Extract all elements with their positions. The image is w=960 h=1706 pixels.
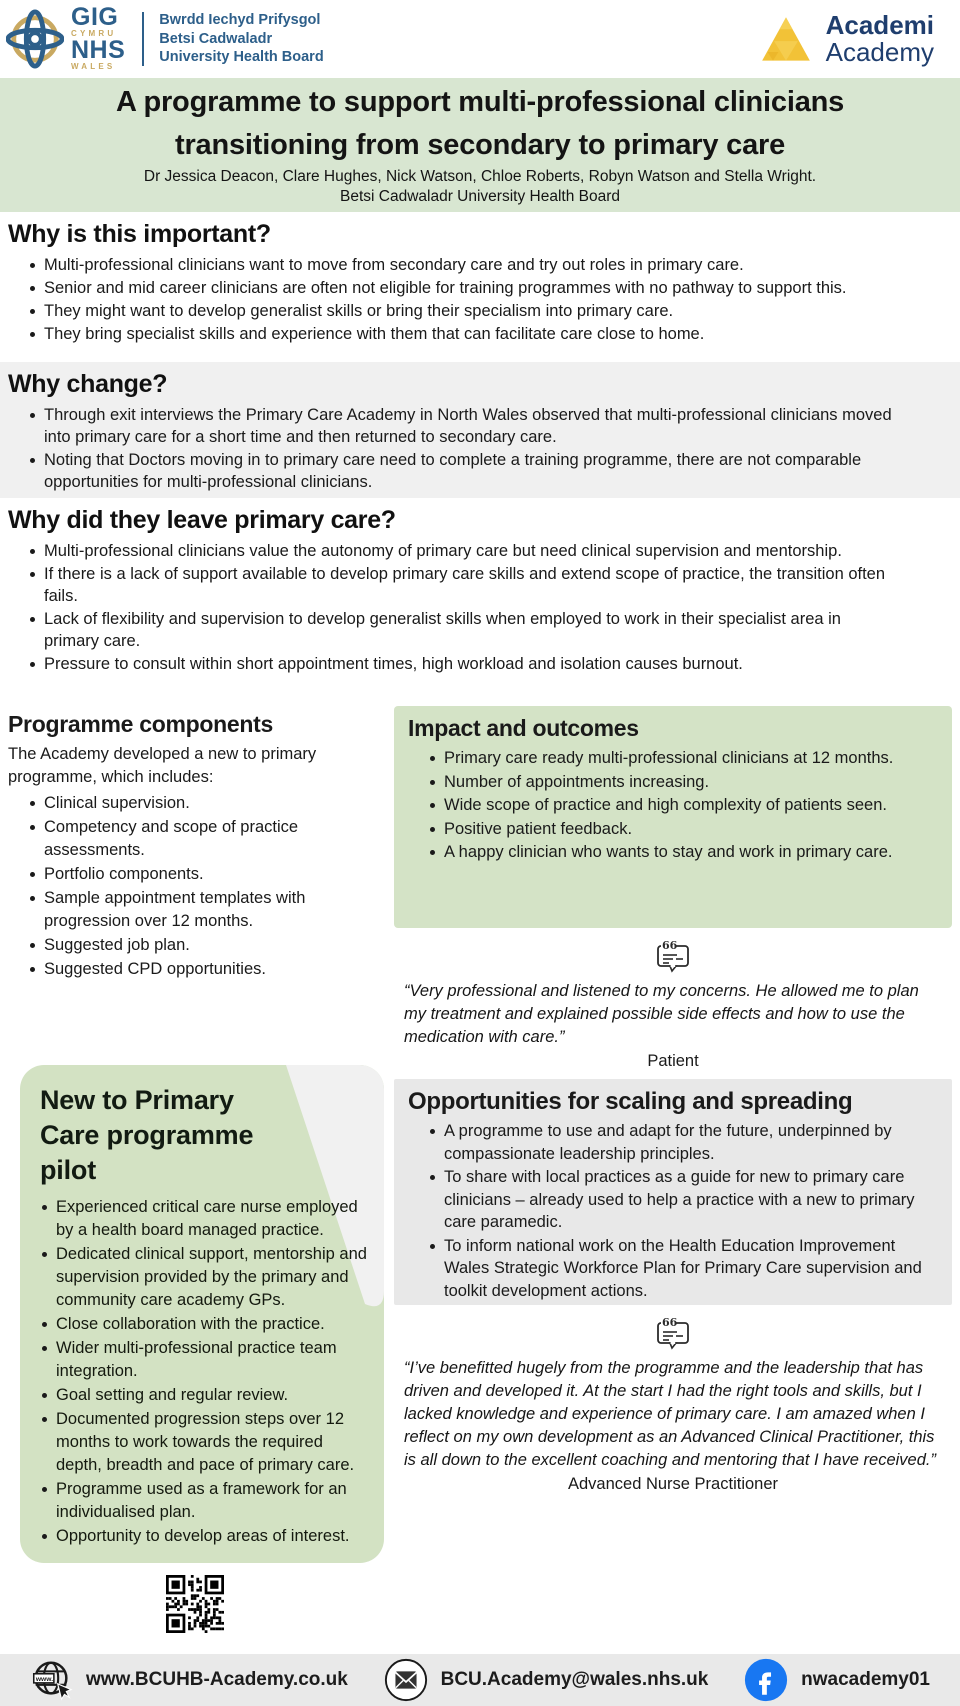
quote-text: “I’ve benefitted hugely from the programme and the leadership that has driven and developed it. At the start I had the right tools and skills, but I lacked knowledge and experience of primary care. I am amazed when I reflect on my own development as an Advanced Clinical Practitioner, this is all down to the excellent coaching and mentoring that I have received.” bbox=[404, 1359, 936, 1469]
nhs-cymru: CYMRU bbox=[71, 29, 117, 38]
section-why-important bbox=[0, 212, 960, 362]
bullet-list bbox=[408, 1120, 938, 1302]
section-heading: New to Primary Care programme pilot bbox=[40, 1085, 254, 1185]
nhs-knot-icon bbox=[6, 8, 64, 70]
quote-attribution: Patient bbox=[647, 1052, 699, 1070]
quote-block-practitioner bbox=[394, 1305, 952, 1498]
footer bbox=[0, 1654, 960, 1706]
org-line: Betsi Cadwaladr bbox=[159, 30, 273, 47]
bullet-item: Programme used as a framework for an individualised plan. bbox=[42, 1478, 370, 1524]
bullet-list bbox=[408, 747, 938, 864]
section-heading: Why is this important? bbox=[8, 220, 271, 248]
bullet-item: Multi-professional clinicians value the autonomy of primary care but need clinical supervision and mentorship. bbox=[30, 540, 900, 562]
bullet-list bbox=[8, 404, 900, 493]
nhs-wales: WALES bbox=[71, 62, 116, 71]
footer-facebook-label[interactable]: nwacademy01 bbox=[801, 1669, 930, 1690]
org-line: University Health Board bbox=[159, 49, 324, 66]
bullet-item: Through exit interviews the Primary Care Academy in North Wales observed that multi-professional clinicians moved into primary care for a short time and then returned to secondary care. bbox=[30, 404, 900, 448]
bullet-item: Competency and scope of practice assessments. bbox=[30, 816, 386, 862]
section-heading: Opportunities for scaling and spreading bbox=[408, 1088, 853, 1115]
quote-bubble-icon bbox=[651, 938, 695, 976]
right-column bbox=[392, 704, 960, 1498]
pilot-callout-box bbox=[20, 1065, 384, 1563]
bullet-item: If there is a lack of support available to develop primary care skills and extend scope of practice, the transition often fails. bbox=[30, 563, 900, 607]
academy-logo bbox=[760, 12, 934, 65]
bullet-item: Pressure to consult within short appointment times, high workload and isolation causes burnout. bbox=[30, 653, 900, 675]
bullet-item: Suggested CPD opportunities. bbox=[30, 958, 386, 981]
nhs-wordmark bbox=[71, 3, 126, 72]
section-heading: Impact and outcomes bbox=[408, 715, 639, 741]
bullet-item: Clinical supervision. bbox=[30, 792, 386, 815]
bullet-item: Multi-professional clinicians want to move from secondary care and try out roles in primary care. bbox=[30, 254, 900, 276]
org-line: Bwrdd Iechyd Prifysgol bbox=[159, 11, 321, 28]
academy-english: Academy bbox=[825, 37, 934, 67]
opportunities-box bbox=[394, 1079, 952, 1305]
bullet-item: Wide scope of practice and high complexity of patients seen. bbox=[430, 794, 938, 817]
section-why-change bbox=[0, 362, 960, 498]
svg-text:66: 66 bbox=[662, 939, 678, 952]
bullet-item: Primary care ready multi-professional clinicians at 12 months. bbox=[430, 747, 938, 770]
impact-box bbox=[394, 706, 952, 928]
authors: Dr Jessica Deacon, Clare Hughes, Nick Watson, Chloe Roberts, Robyn Watson and Stella Wright. bbox=[143, 168, 817, 185]
section-heading: Why change? bbox=[8, 370, 168, 398]
bullet-item: To inform national work on the Health Education Improvement Wales Strategic Workforce Plan for Primary Care supervision and toolkit development actions. bbox=[430, 1235, 938, 1303]
nhs-gig: GIG bbox=[71, 3, 119, 31]
qr-code[interactable] bbox=[166, 1575, 224, 1633]
section-heading: Programme components bbox=[8, 711, 273, 737]
bullet-item: A programme to use and adapt for the future, underpinned by compassionate leadership principles. bbox=[430, 1120, 938, 1165]
two-column-area bbox=[0, 704, 960, 1652]
bullet-item: Positive patient feedback. bbox=[430, 818, 938, 841]
footer-email bbox=[383, 1657, 709, 1703]
left-column bbox=[0, 704, 392, 1633]
bullet-item: Senior and mid career clinicians are often not eligible for training programmes with no pathway to support this. bbox=[30, 277, 900, 299]
nhs-logo bbox=[6, 3, 324, 72]
header bbox=[0, 0, 960, 78]
nhs-nhs: NHS bbox=[71, 36, 126, 64]
bullet-list bbox=[8, 540, 900, 675]
quote-text: “Very professional and listened to my concerns. He allowed me to plan my treatment and explained possible side effects and how to use the medication with care.” bbox=[404, 982, 919, 1046]
section-why-leave bbox=[0, 498, 960, 704]
quote-attribution: Advanced Nurse Practitioner bbox=[567, 1475, 779, 1493]
programme-components-intro: The Academy developed a new to primary programme, which includes: bbox=[8, 745, 317, 786]
footer-website-label[interactable]: www.BCUHB-Academy.co.uk bbox=[86, 1669, 348, 1690]
bullet-item: A happy clinician who wants to stay and work in primary care. bbox=[430, 841, 938, 864]
svg-text:www.: www. bbox=[35, 1675, 54, 1683]
bullet-item: Opportunity to develop areas of interest. bbox=[42, 1525, 370, 1548]
bullet-item: Experienced critical care nurse employed by a health board managed practice. bbox=[42, 1196, 370, 1242]
academy-wordmark bbox=[826, 12, 934, 65]
health-board-name bbox=[159, 11, 323, 68]
facebook-icon bbox=[743, 1657, 789, 1703]
bullet-item: Sample appointment templates with progression over 12 months. bbox=[30, 887, 386, 933]
bullet-item: Wider multi-professional practice team integration. bbox=[42, 1337, 370, 1383]
envelope-icon bbox=[383, 1657, 429, 1703]
bullet-item: Suggested job plan. bbox=[30, 934, 386, 957]
bullet-item: They bring specialist skills and experience with them that can facilitate care close to home. bbox=[30, 323, 900, 345]
bullet-item: Documented progression steps over 12 months to work towards the required depth, breadth and pace of primary care. bbox=[42, 1408, 370, 1477]
bullet-item: To share with local practices as a guide for new to primary care clinicians – already used to help a practice with a new to primary care paramedic. bbox=[430, 1166, 938, 1234]
bullet-list bbox=[8, 792, 386, 981]
footer-email-label[interactable]: BCU.Academy@wales.nhs.uk bbox=[440, 1669, 709, 1690]
bullet-item: Noting that Doctors moving in to primary care need to complete a training programme, there are not comparable opportunities for multi-professional clinicians. bbox=[30, 449, 900, 493]
svg-text:66: 66 bbox=[662, 1316, 678, 1329]
quote-bubble-icon bbox=[651, 1315, 695, 1353]
bullet-list bbox=[40, 1196, 370, 1548]
academy-welsh: Academi bbox=[825, 10, 934, 41]
globe-www-icon bbox=[28, 1657, 74, 1703]
bullet-item: Close collaboration with the practice. bbox=[42, 1313, 370, 1336]
quote-block-patient bbox=[394, 928, 952, 1075]
bullet-item: Portfolio components. bbox=[30, 863, 386, 886]
footer-website bbox=[28, 1657, 348, 1703]
bullet-item: Goal setting and regular review. bbox=[42, 1384, 370, 1407]
title-block bbox=[0, 78, 960, 212]
section-heading: Why did they leave primary care? bbox=[8, 506, 396, 534]
bullet-item: Number of appointments increasing. bbox=[430, 771, 938, 794]
affiliation: Betsi Cadwaladr University Health Board bbox=[340, 188, 620, 205]
bullet-item: Dedicated clinical support, mentorship and supervision provided by the primary and community care academy GPs. bbox=[42, 1243, 370, 1312]
bullet-item: They might want to develop generalist skills or bring their specialism into primary care. bbox=[30, 300, 900, 322]
footer-facebook bbox=[743, 1657, 930, 1703]
academy-triangle-icon bbox=[760, 14, 812, 64]
logo-divider bbox=[142, 12, 144, 66]
bullet-list bbox=[8, 254, 900, 345]
bullet-item: Lack of flexibility and supervision to develop generalist skills when employed to work in their specialist area in primary care. bbox=[30, 608, 900, 652]
poster-title-line2: transitioning from secondary to primary care bbox=[174, 129, 786, 161]
poster-title-line1: A programme to support multi-professional clinicians bbox=[115, 86, 845, 118]
